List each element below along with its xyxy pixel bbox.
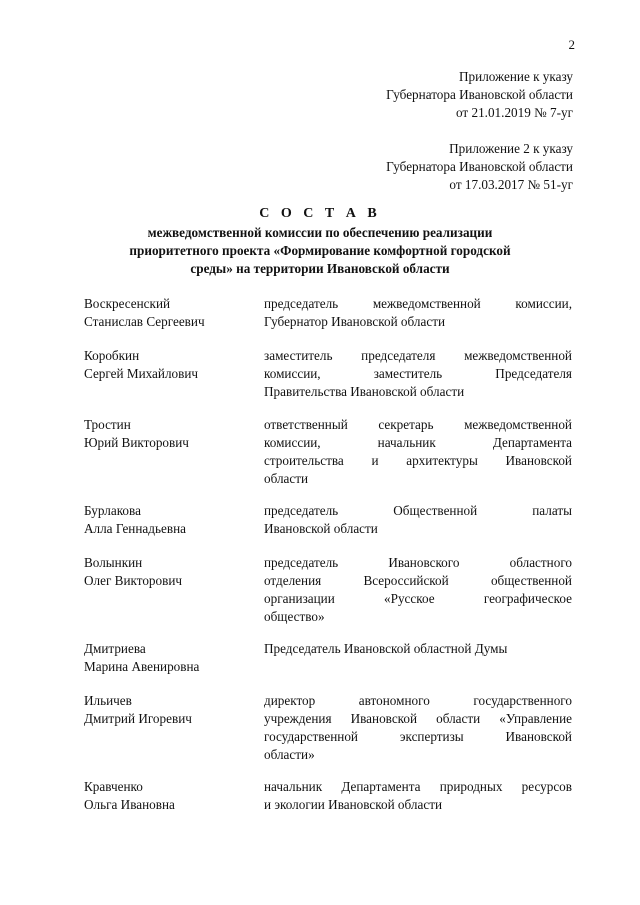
member-surname: Кравченко <box>84 779 143 794</box>
member-name <box>84 502 259 538</box>
member-role-line: Председатель Ивановской областной Думы <box>264 641 508 656</box>
member-surname: Тростин <box>84 417 131 432</box>
annex-line: Приложение 2 к указу <box>449 141 573 156</box>
member-given-names: Марина Авенировна <box>84 659 200 674</box>
member-role <box>264 778 572 814</box>
member-name <box>84 640 259 676</box>
annex-line: Губернатора Ивановской области <box>386 87 573 102</box>
member-given-names: Алла Геннадьевна <box>84 521 186 536</box>
member-role-line: председатель Ивановского областного <box>264 555 572 570</box>
member-surname: Бурлакова <box>84 503 141 518</box>
title-line: среды» на территории Ивановской области <box>190 261 450 276</box>
member-role-line: директор автономного государственного <box>264 693 572 708</box>
member-role-line: председатель межведомственной комиссии, <box>264 296 572 311</box>
member-role-line: строительства и архитектуры Ивановской <box>264 453 572 468</box>
member-given-names: Олег Викторович <box>84 573 183 588</box>
member-role <box>264 416 572 488</box>
member-role <box>264 640 572 658</box>
member-role-line: и экологии Ивановской области <box>264 797 443 812</box>
member-role-line: Губернатор Ивановской области <box>264 314 446 329</box>
member-given-names: Дмитрий Игоревич <box>84 711 192 726</box>
member-role-line: области <box>264 471 309 486</box>
annex-header-current <box>253 68 573 122</box>
member-name <box>84 416 259 452</box>
annex-header-original <box>253 140 573 194</box>
member-name <box>84 554 259 590</box>
member-given-names: Станислав Сергеевич <box>84 314 205 329</box>
page-number: 2 <box>568 37 575 52</box>
member-role <box>264 502 572 538</box>
member-surname: Ильичев <box>84 693 132 708</box>
member-role <box>264 554 572 626</box>
member-role-line: комиссии, заместитель Председателя <box>264 366 572 381</box>
member-role-line: области» <box>264 747 315 762</box>
member-surname: Дмитриева <box>84 641 146 656</box>
member-role <box>264 692 572 764</box>
member-role <box>264 347 572 401</box>
member-role-line: общество» <box>264 609 325 624</box>
member-role-line: председатель Общественной палаты <box>264 503 572 518</box>
member-role-line: начальник Департамента природных ресурсов <box>264 779 572 794</box>
member-name <box>84 778 259 814</box>
member-surname: Воскресенский <box>84 296 171 311</box>
member-role <box>264 295 572 331</box>
member-role-line: отделения Всероссийской общественной <box>264 573 572 588</box>
annex-line: Губернатора Ивановской области <box>386 159 573 174</box>
member-name <box>84 692 259 728</box>
member-role-line: заместитель председателя межведомственной <box>264 348 572 363</box>
annex-line: от 17.03.2017 № 51-уг <box>449 177 573 192</box>
member-role-line: организации «Русское географическое <box>264 591 572 606</box>
member-role-line: Правительства Ивановской области <box>264 384 465 399</box>
annex-line: от 21.01.2019 № 7-уг <box>456 105 573 120</box>
document-title <box>64 205 576 278</box>
member-role-line: государственной экспертизы Ивановской <box>264 729 572 744</box>
member-role-line: Ивановской области <box>264 521 378 536</box>
member-role-line: учреждения Ивановской области «Управление <box>264 711 572 726</box>
member-role-line: комиссии, начальник Департамента <box>264 435 572 450</box>
title-line: приоритетного проекта «Формирование комфортной городской <box>129 243 511 258</box>
member-name <box>84 347 259 383</box>
member-role-line: ответственный секретарь межведомственной <box>264 417 572 432</box>
member-surname: Коробкин <box>84 348 140 363</box>
annex-line: Приложение к указу <box>459 69 573 84</box>
member-given-names: Ольга Ивановна <box>84 797 175 812</box>
member-surname: Волынкин <box>84 555 143 570</box>
title-main: С О С Т А В <box>259 206 381 221</box>
member-name <box>84 295 259 331</box>
title-line: межведомственной комиссии по обеспечению реализации <box>147 225 493 240</box>
member-given-names: Сергей Михайлович <box>84 366 199 381</box>
member-given-names: Юрий Викторович <box>84 435 189 450</box>
